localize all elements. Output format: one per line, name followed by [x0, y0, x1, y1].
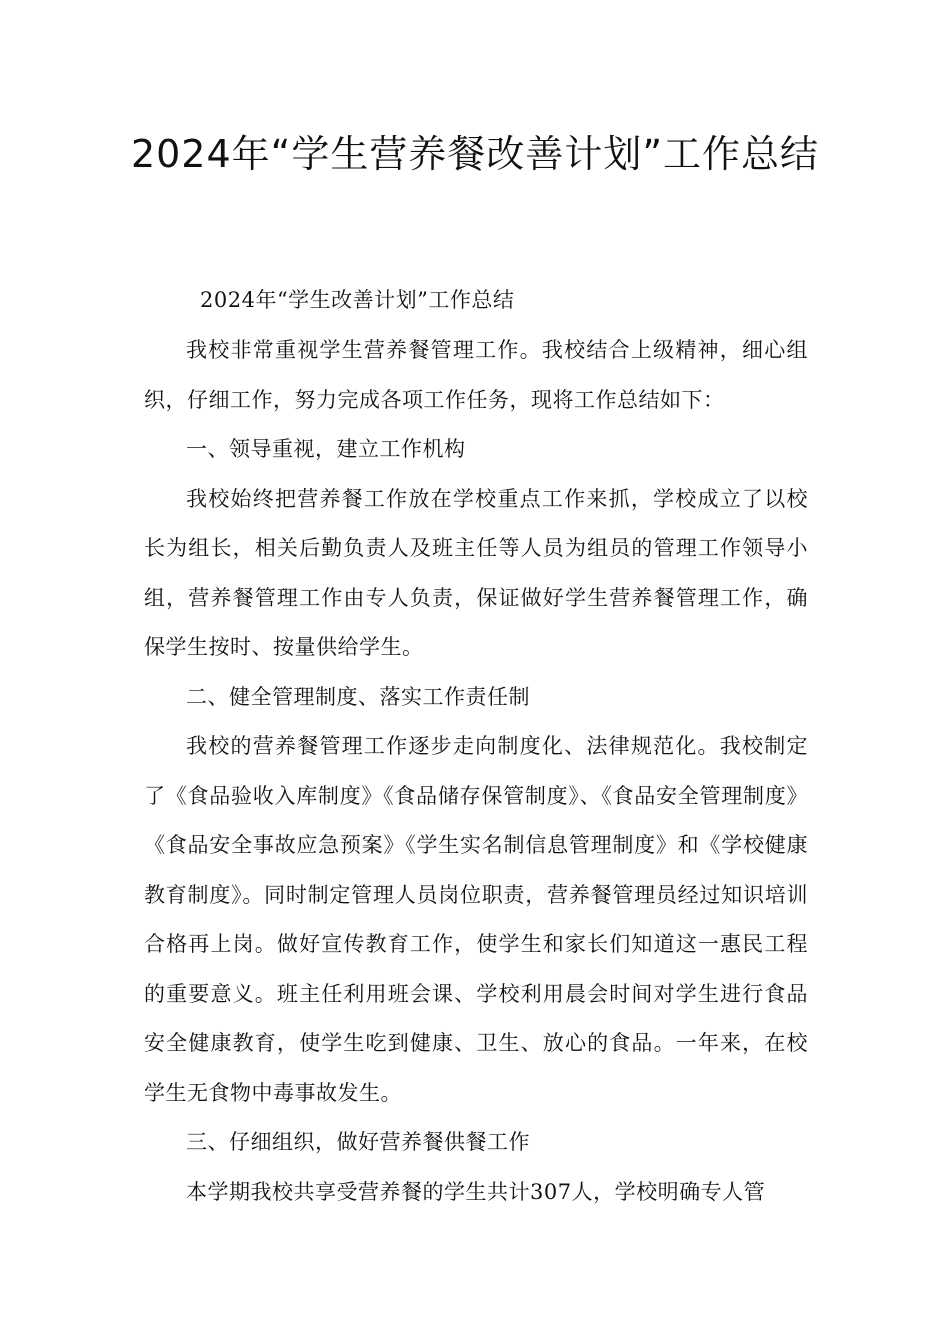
paragraph-section-2: 我校的营养餐管理工作逐步走向制度化、法律规范化。我校制定了《食品验收入库制度》《食品储存保管制度》、《食品安全管理制度》《食品安全事故应急预案》《学生实名制信息管理制度》和《学校健康教育制度》。同时制定管理人员岗位职责，营养餐管理员经过知识培训合格再上岗。做好宣传教育工作，使学生和家长们知道这一惠民工程的重要意义。班主任利用班会课、学校利用晨会时间对学生进行食品安全健康教育，使学生吃到健康、卫生、放心的食品。一年来，在校学生无食物中毒事故发生。 — [144, 734, 808, 1105]
paragraph-section-1: 我校始终把营养餐工作放在学校重点工作来抓，学校成立了以校长为组长，相关后勤负责人及班主任等人员为组员的管理工作领导小组，营养餐管理工作由专人负责，保证做好学生营养餐管理工作，确保学生按时、按量供给学生。 — [144, 486, 808, 659]
document-title: 2024年“学生营养餐改善计划”工作总结 — [130, 132, 820, 176]
document-subtitle: 2024年“学生改善计划”工作总结 — [200, 288, 515, 312]
paragraph-section-3: 本学期我校共享受营养餐的学生共计307人，学校明确专人管 — [186, 1179, 766, 1204]
document-subtitle-block — [144, 276, 808, 326]
section-heading-2: 二、健全管理制度、落实工作责任制 — [186, 684, 530, 709]
document-body — [144, 326, 808, 1217]
section-heading-1: 一、领导重视，建立工作机构 — [186, 437, 466, 461]
paragraph-intro: 我校非常重视学生营养餐管理工作。我校结合上级精神，细心组织，仔细工作，努力完成各项工作任务，现将工作总结如下： — [144, 338, 808, 412]
section-heading-3: 三、仔细组织，做好营养餐供餐工作 — [186, 1130, 530, 1154]
